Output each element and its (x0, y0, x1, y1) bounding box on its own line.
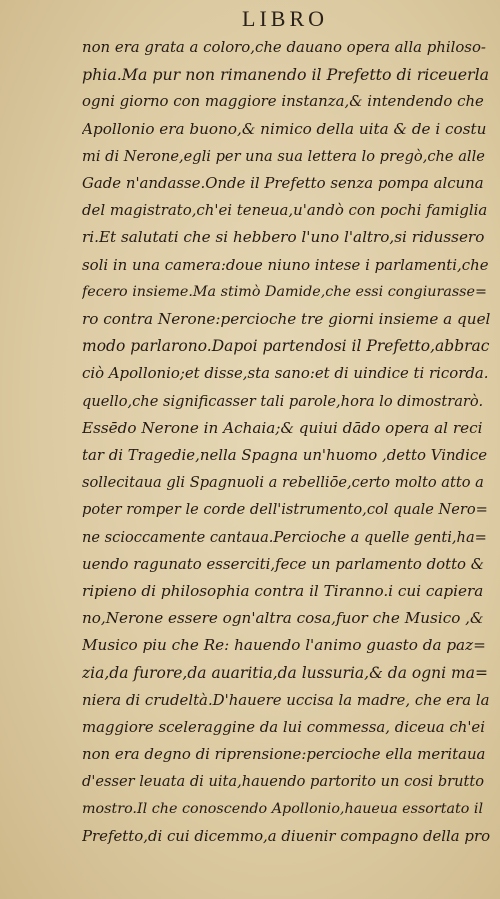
text-line: niera di crudeltà.D'hauere uccisa la madre, che era la (82, 690, 490, 709)
text-line: del magistrato,ch'ei teneua,u'andò con pochi famiglia (82, 201, 488, 220)
text-line: tar di Tragedie,nella Spagna un'huomo ,detto Vindice (82, 446, 488, 465)
text-line: mi di Nerone,egli per una sua lettera lo pregò,che alle (82, 147, 485, 165)
text-line: non era degno di riprensione:percioche ella meritaua (82, 745, 486, 764)
text-line: maggiore sceleraggine da lui commessa, diceua ch'ei (82, 718, 485, 737)
text-line: Prefetto,di cui dicemmo,a diuenir compagno della pro (82, 826, 490, 845)
body-text (82, 34, 490, 850)
text-line: mostro.Il che conoscendo Apollonio,haueua essortato il (82, 800, 484, 817)
text-line: ne scioccamente cantaua.Percioche a quelle genti,ha= (82, 528, 487, 546)
text-line: Gade n'andasse.Onde il Prefetto senza pompa alcuna (82, 174, 484, 193)
text-line: ripieno di philosophia contra il Tiranno.i cui capiera (82, 582, 484, 601)
text-line: Apollonio era buono,& nimico della uita & de i costu (82, 119, 487, 138)
text-line: ro contra Nerone:percioche tre giorni insieme a quel (82, 310, 490, 329)
text-line: ogni giorno con maggiore instanza,& intendendo che (82, 92, 484, 111)
text-line: ciò Apollonio;et disse,sta sano:et di uindice ti ricorda. (82, 364, 489, 383)
text-line: poter romper le corde dell'istrumento,col quale Nero= (82, 501, 488, 519)
text-line: zia,da furore,da auaritia,da lussuria,& da ogni ma= (82, 663, 488, 682)
text-line: non era grata a coloro,che dauano opera alla philoso- (82, 38, 486, 56)
text-line: modo parlarono.Dapoi partendosi il Prefetto,abbrac (82, 337, 490, 356)
text-line: fecero insieme.Ma stimò Damide,che essi congiurasse= (82, 283, 487, 300)
text-line: ri.Et salutati che si hebbero l'uno l'altro,si ridussero (82, 228, 485, 247)
text-line: uendo ragunato esserciti,fece un parlamento dotto & (82, 554, 485, 573)
text-line: Musico piu che Re: hauendo l'animo guasto da paz= (82, 636, 486, 655)
text-line: d'esser leuata di uita,hauendo partorito un cosi brutto (82, 773, 485, 791)
text-line: no,Nerone essere ogn'altra cosa,fuor che Musico ,& (82, 609, 484, 628)
text-line: sollecitaua gli Spagnuoli a rebelliōe,certo molto atto a (82, 474, 484, 492)
text-line: phia.Ma pur non rimanendo il Prefetto di riceuerla (82, 65, 490, 85)
text-line: quello,che significasser tali parole,hora lo dimostrarò. (82, 392, 484, 410)
running-head: LIBRO (242, 6, 328, 31)
text-line: Essēdo Nerone in Achaia;& quiui dādo opera al reci (82, 418, 483, 437)
text-line: soli in una camera:doue niuno intese i parlamenti,che (82, 255, 489, 274)
